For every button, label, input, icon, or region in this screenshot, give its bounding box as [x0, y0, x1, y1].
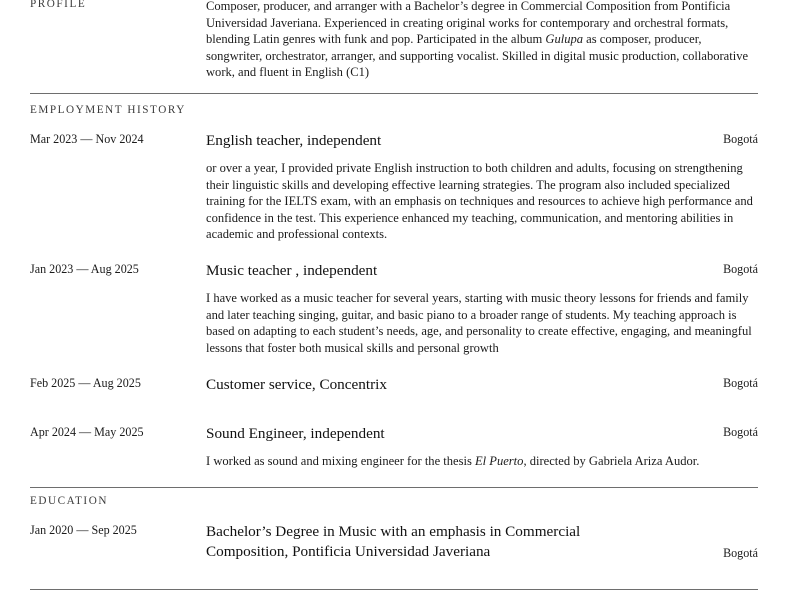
education-label-column: [30, 495, 206, 508]
employment-entry-city: Bogotá: [723, 132, 758, 146]
divider-bottom: [0, 589, 800, 590]
employment-label-column: [30, 104, 206, 117]
employment-description-thesis-title: El Puerto: [475, 454, 524, 468]
employment-entry: [0, 375, 800, 395]
education-entry-title-wrap: [206, 522, 684, 561]
education-entry-city: Bogotá: [723, 546, 758, 560]
employment-entry-main: [206, 131, 758, 151]
employment-entry-title: Music teacher , independent: [206, 262, 378, 279]
employment-entry-title: Customer service, Concentrix: [206, 376, 387, 393]
employment-entry-city: Bogotá: [723, 376, 758, 390]
employment-entry-dates-column: [30, 375, 206, 391]
profile-section: [0, 0, 800, 81]
employment-entry-dates-column: [30, 261, 206, 277]
employment-entry-dates: Feb 2025 — Aug 2025: [30, 376, 141, 390]
employment-entry-dates: Jan 2023 — Aug 2025: [30, 262, 139, 276]
employment-entry-main: [206, 261, 758, 281]
education-section-header: [0, 495, 800, 508]
employment-entry-dates: Apr 2024 — May 2025: [30, 425, 144, 439]
profile-label-column: [30, 0, 206, 11]
employment-description-part-1: I worked as sound and mixing engineer for the thesis: [206, 454, 475, 468]
employment-entry-title-wrap: [206, 424, 684, 444]
education-entry-city-wrap: [684, 545, 758, 561]
employment-entry-city-wrap: [684, 424, 758, 444]
employment-entry-title-wrap: [206, 375, 684, 395]
employment-description-part-2: , directed by Gabriela Ariza Audor.: [523, 454, 700, 468]
education-entry-title-line-1: Bachelor’s Degree in Music with an emphasis in Commercial: [206, 523, 581, 540]
employment-entry: [0, 261, 800, 281]
profile-content-column: [206, 0, 758, 81]
employment-entry-title: English teacher, independent: [206, 132, 382, 149]
horizontal-rule: [30, 93, 758, 94]
divider-above-education: [0, 487, 800, 488]
employment-entry-description: [206, 453, 758, 470]
employment-entry-main: [206, 375, 758, 395]
employment-entry: [0, 424, 800, 444]
profile-album-title: Gulupa: [545, 32, 584, 47]
employment-entry-main: [206, 424, 758, 444]
employment-entry-dates-column: [30, 424, 206, 440]
education-entry-main: [206, 522, 758, 561]
employment-entry-city: Bogotá: [723, 425, 758, 439]
employment-entry-city-wrap: [684, 131, 758, 151]
employment-entry-title: Sound Engineer, independent: [206, 425, 385, 442]
profile-section-label: PROFILE: [30, 0, 87, 10]
employment-entry-dates: Mar 2023 — Nov 2024: [30, 132, 144, 146]
education-entry: [0, 522, 800, 561]
employment-entry-title-wrap: [206, 131, 684, 151]
divider-above-employment: [0, 93, 800, 94]
employment-entry: [0, 131, 800, 151]
profile-text-part-2: as composer, producer, songwriter, orchestrator, arranger, and supporting vocalist. Skilled in digital music production, collaborative work, and fluent in English (C1): [206, 32, 749, 80]
employment-entry-description-row: [0, 453, 800, 470]
employment-entry-description: I have worked as a music teacher for several years, starting with music theory lessons for friends and family and later teaching singing, guitar, and basic piano to a broader range of students. My teaching approach is based on adapting to each student’s needs, age, and personality to create effective, engaging, and meaningful lessons that foster both musical skills and personal growth: [206, 291, 752, 355]
horizontal-rule: [30, 589, 758, 590]
employment-section-label: EMPLOYMENT HISTORY: [30, 104, 186, 116]
employment-entry-description: or over a year, I provided private English instruction to both children and adults, focusing on strengthening their linguistic skills and developing effective learning strategies. The program also included specialized training for the IELTS exam, with an emphasis on techniques and resources to achieve high performance and confidence in the test. This experience enhanced my teaching, communication, and mentoring abilities in academic and professional contexts.: [206, 161, 753, 242]
profile-text-body: [206, 0, 758, 81]
employment-entry-city: Bogotá: [723, 262, 758, 276]
employment-entry-city-wrap: [684, 261, 758, 281]
education-entry-dates: Jan 2020 — Sep 2025: [30, 523, 137, 537]
employment-entry-dates-column: [30, 131, 206, 147]
employment-entry-description-row: [0, 290, 800, 356]
employment-entry-city-wrap: [684, 375, 758, 395]
employment-section-header: [0, 104, 800, 117]
education-section-label: EDUCATION: [30, 495, 108, 507]
employment-entry-description-row: [0, 160, 800, 243]
education-entry-title-line-2: Composition, Pontificia Universidad Javeriana: [206, 542, 491, 560]
profile-paragraph: [206, 0, 758, 81]
profile-text-part-1: Composer, producer, and arranger with a Bachelor’s degree in Commercial Composition from Pontificia Universidad Javeriana. Experienced in creating original works for contemporary and orchestral formats, blending Latin genres with funk and pop. Participated in the album: [206, 0, 731, 47]
education-entry-dates-column: [30, 522, 206, 538]
horizontal-rule: [30, 487, 758, 488]
employment-entry-title-wrap: [206, 261, 684, 281]
